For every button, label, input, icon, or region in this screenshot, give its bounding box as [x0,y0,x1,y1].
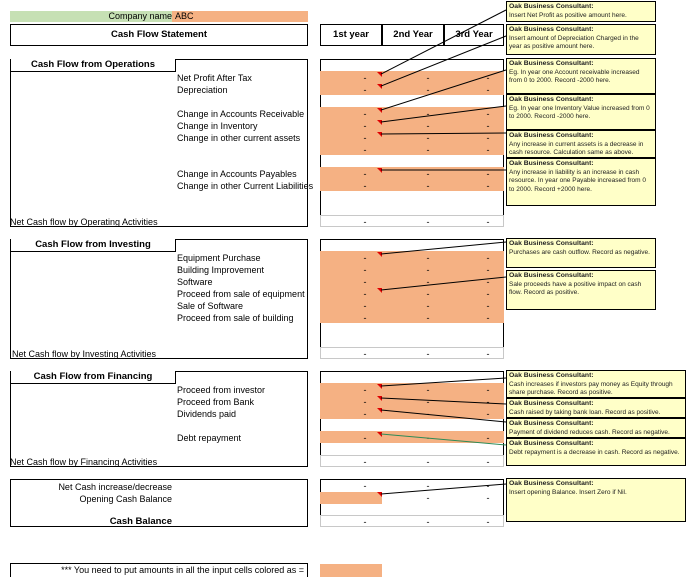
op-v[interactable]: - [426,169,430,179]
company-name-input[interactable]: ABC [172,11,308,22]
op-item-4: Change in other current assets [177,133,301,143]
inv-item-2: Software [177,277,213,287]
op-item-3: Change in Inventory [177,121,258,131]
op-total-v: - [426,217,430,227]
inv-v[interactable]: - [363,313,367,323]
inv-v[interactable]: - [486,313,490,323]
year-header-2: 2nd Year [382,24,444,46]
opening-balance-label: Opening Cash Balance [79,494,172,504]
fin-v[interactable]: - [486,409,490,419]
net-change-v: - [363,481,367,491]
inv-v[interactable]: - [363,301,367,311]
comment-note-opening-balance: Oak Business Consultant: Insert opening Balance. Insert Zero if Nil. [506,478,686,522]
op-v[interactable]: - [486,145,490,155]
fin-item-2: Dividends paid [177,409,237,419]
fin-v[interactable]: - [363,397,367,407]
op-v[interactable]: - [486,181,490,191]
inv-item-4: Sale of Software [177,301,244,311]
investing-title: Cash Flow from Investing [11,239,176,252]
fin-v[interactable]: - [426,409,430,419]
comment-note-net-profit: Oak Business Consultant: Insert Net Profit as positive amount here. [506,1,656,22]
net-change-v: - [486,481,490,491]
op-v[interactable]: - [363,133,367,143]
year-header-3: 3rd Year [444,24,504,46]
op-item-6: Change in other Current Liabilities [177,181,314,191]
op-v[interactable]: - [363,121,367,131]
inv-item-1: Building Improvement [177,265,265,275]
op-v[interactable]: - [486,109,490,119]
inv-total-v: - [363,349,367,359]
net-change-v: - [426,481,430,491]
comment-note-inventory: Oak Business Consultant: Eg. In year one Inventory Value increased from 0 to 2000. Record -2000 here. [506,94,656,130]
op-v[interactable]: - [426,121,430,131]
fin-v[interactable]: - [486,433,490,443]
inv-v[interactable]: - [426,301,430,311]
op-v[interactable]: - [426,73,430,83]
comment-note-sale-proceeds: Oak Business Consultant: Sale proceeds have a positive impact on cash flow. Record as positive. [506,270,656,310]
inv-v[interactable]: - [486,301,490,311]
inv-v[interactable]: - [426,289,430,299]
fin-v[interactable]: - [486,385,490,395]
inv-total-v: - [486,349,490,359]
inv-v[interactable]: - [426,313,430,323]
comment-note-current-assets: Oak Business Consultant: Any increase in current assets is a decrease in cash resource. Calculation same as above. [506,130,656,158]
cash-balance-label: Cash Balance [109,516,172,527]
inv-total-label: Net Cash flow by Investing Activities [12,349,157,359]
op-v[interactable]: - [363,73,367,83]
comment-note-dividends: Oak Business Consultant: Payment of dividend reduces cash. Record as negative. [506,418,686,438]
fin-v[interactable]: - [486,397,490,407]
op-item-2: Change in Accounts Receivable [177,109,305,119]
op-v[interactable]: - [486,169,490,179]
opening-v: - [426,493,430,503]
inv-v[interactable]: - [426,265,430,275]
fin-item-3: Debt repayment [177,433,242,443]
inv-item-5: Proceed from sale of building [177,313,294,323]
fin-v[interactable]: - [363,433,367,443]
inv-v[interactable]: - [486,277,490,287]
op-v[interactable]: - [486,133,490,143]
op-total-v: - [486,217,490,227]
comment-note-debt: Oak Business Consultant: Debt repayment is a decrease in cash. Record as negative. [506,438,686,466]
op-total-v: - [363,217,367,227]
inv-v[interactable]: - [363,265,367,275]
inv-v[interactable]: - [426,253,430,263]
op-item-0: Net Profit After Tax [177,73,252,83]
op-v[interactable]: - [426,181,430,191]
op-v[interactable]: - [363,145,367,155]
fin-total-v: - [363,457,367,467]
op-total-label: Net Cash flow by Operating Activities [10,217,158,227]
inv-v[interactable]: - [486,289,490,299]
inv-v[interactable]: - [363,289,367,299]
inv-v[interactable]: - [486,253,490,263]
fin-total-v: - [426,457,430,467]
op-v[interactable]: - [363,169,367,179]
fin-v[interactable]: - [426,385,430,395]
op-item-5: Change in Accounts Payables [177,169,297,179]
opening-v: - [486,493,490,503]
inv-v[interactable]: - [426,277,430,287]
company-name-label: Company name [10,11,172,22]
inv-item-0: Equipment Purchase [177,253,261,263]
inv-v[interactable]: - [363,253,367,263]
comment-note-purchases: Oak Business Consultant: Purchases are cash outflow. Record as negative. [506,238,656,268]
comment-note-bank: Oak Business Consultant: Cash raised by taking bank loan. Record as positive. [506,398,686,418]
comment-note-investor: Oak Business Consultant: Cash increases if investors pay money as Equity through share purchase. Record as positive. [506,370,686,398]
inv-item-3: Proceed from sale of equipment [177,289,305,299]
fin-v[interactable]: - [363,385,367,395]
financing-title: Cash Flow from Financing [11,371,176,384]
op-v[interactable]: - [426,85,430,95]
op-v[interactable]: - [486,121,490,131]
cash-balance-v: - [426,517,430,527]
op-v[interactable]: - [426,109,430,119]
footer-note: *** You need to put amounts in all the input cells colored as = [61,565,304,575]
fin-total-v: - [486,457,490,467]
op-item-1: Depreciation [177,85,228,95]
cash-balance-v: - [486,517,490,527]
net-change-label: Net Cash increase/decrease [58,482,172,492]
comment-note-receivable: Oak Business Consultant: Eg. In year one Account receivable increased from 0 to 2000. Record -2000 here. [506,58,656,94]
op-v[interactable]: - [426,133,430,143]
statement-title: Cash Flow Statement [10,24,308,46]
fin-total-label: Net Cash flow by Financing Activities [10,457,158,467]
year-header-1: 1st year [320,24,382,46]
inv-v[interactable]: - [486,265,490,275]
fin-v[interactable]: - [426,397,430,407]
fin-item-0: Proceed from investor [177,385,266,395]
op-v[interactable]: - [426,145,430,155]
comment-note-depreciation: Oak Business Consultant: Insert amount of Depreciation Charged in the year as positive amount here. [506,24,656,55]
op-v[interactable]: - [363,181,367,191]
comment-note-payables: Oak Business Consultant: Any increase in liability is an increase in cash resource. In year one Payable increased from 0 to 2000. Record +2000 here. [506,158,656,206]
fin-item-1: Proceed from Bank [177,397,255,407]
inv-v[interactable]: - [363,277,367,287]
op-v[interactable]: - [486,85,490,95]
cash-balance-v: - [363,517,367,527]
inv-total-v: - [426,349,430,359]
op-v[interactable]: - [486,73,490,83]
op-v[interactable]: - [363,109,367,119]
op-v[interactable]: - [363,85,367,95]
fin-v[interactable]: - [363,409,367,419]
operations-title: Cash Flow from Operations [11,59,176,72]
